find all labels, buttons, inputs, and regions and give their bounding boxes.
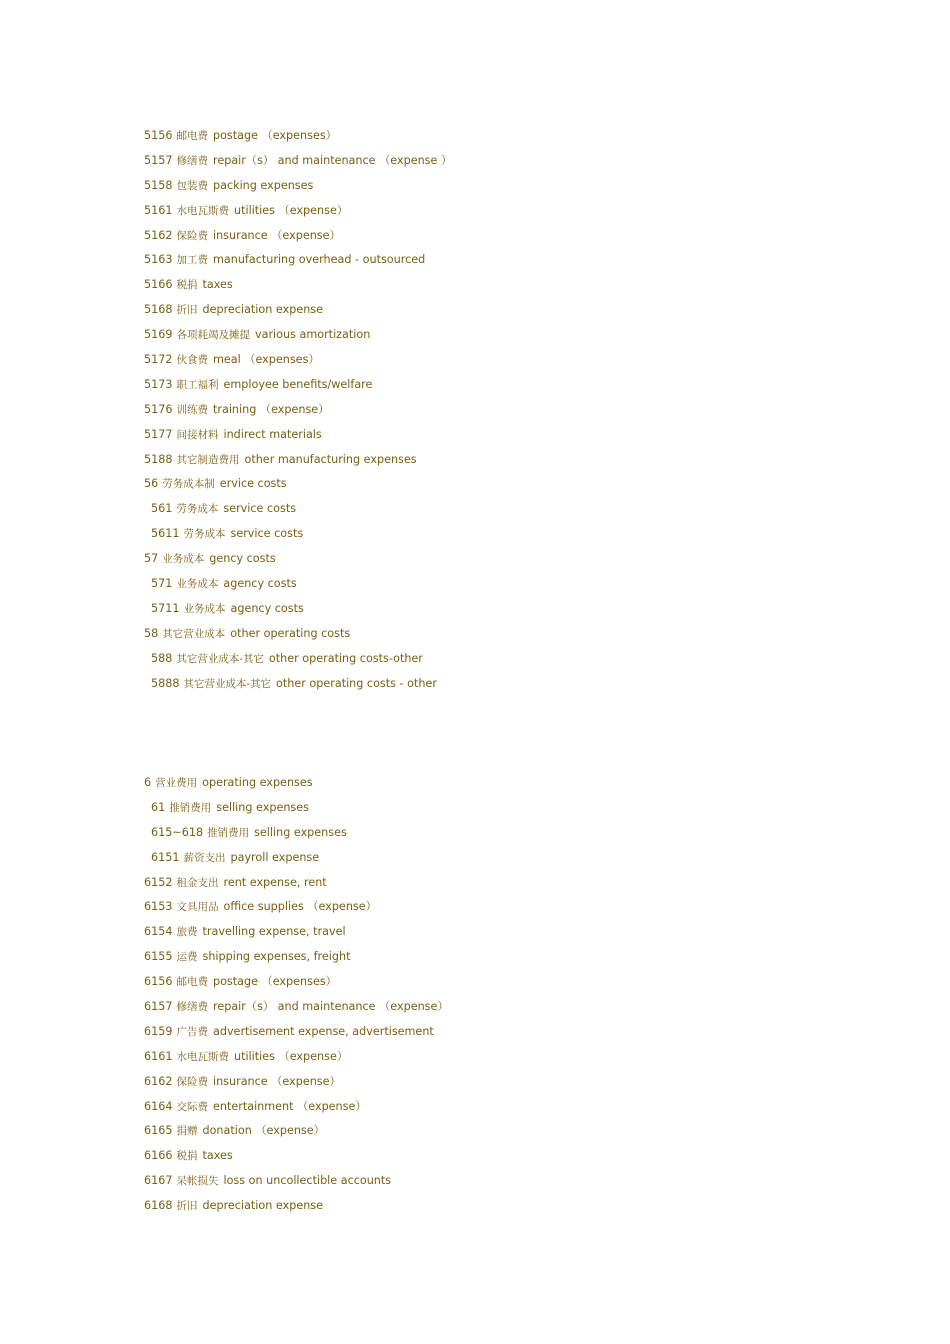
account-name-chinese: 折旧 [176,1200,198,1213]
account-code: 5157 [144,153,173,167]
account-code: 6167 [144,1174,173,1188]
account-name-chinese: 训练费 [176,403,208,416]
account-code: 615~618 [151,825,204,839]
account-line [144,771,844,796]
account-name-chinese: 旅费 [176,926,198,939]
account-name-english: shipping expenses, freight [202,950,351,964]
account-name-chinese: 其它营业成本-其它 [176,652,264,665]
account-name-chinese: 加工费 [176,254,208,267]
account-code: 5168 [144,303,173,317]
account-name-english: taxes [202,278,233,292]
account-name-chinese: 税捐 [176,279,198,292]
account-name-english: agency costs [223,577,297,591]
account-code: 6154 [144,925,173,939]
account-name-english: other operating costs [230,626,351,640]
account-name-english: other operating costs - other [276,676,437,690]
account-line [144,149,844,174]
account-code: 5173 [144,377,173,391]
account-name-chinese: 推销费用 [207,826,250,839]
account-name-english: office supplies （expense） [223,900,377,914]
account-line [144,547,844,572]
account-code: 6156 [144,975,173,989]
account-line [144,323,844,348]
account-name-chinese: 税捐 [176,1150,198,1163]
account-name-chinese: 包装费 [176,179,208,192]
account-name-english: insurance （expense） [212,1074,341,1088]
account-name-chinese: 伙食费 [176,354,208,367]
account-code: 6151 [151,850,180,864]
account-code: 6153 [144,900,173,914]
account-name-english: depreciation expense [202,303,324,317]
account-code: 5888 [151,676,180,690]
account-name-chinese: 修缮费 [176,1001,208,1014]
account-name-english: taxes [202,1149,233,1163]
account-name-chinese: 劳务成本制 [162,478,215,491]
account-name-chinese: 各项耗竭及摊提 [176,329,250,342]
account-line [144,1045,844,1070]
account-code: 5166 [144,278,173,292]
account-code: 58 [144,626,159,640]
account-line [144,920,844,945]
account-line [144,995,844,1020]
account-list-section-2 [144,771,844,1219]
account-name-chinese: 广告费 [176,1025,208,1038]
account-line [144,423,844,448]
account-line [144,647,844,672]
account-name-english: various amortization [254,328,371,342]
account-name-chinese: 文具用品 [176,901,219,914]
account-name-english: insurance （expense） [212,228,341,242]
account-line [144,895,844,920]
account-code: 56 [144,477,159,491]
account-name-english: repair（s） and maintenance （expense） [212,1000,449,1014]
account-name-english: other operating costs-other [268,651,423,665]
account-name-english: service costs [230,527,304,541]
account-code: 6164 [144,1099,173,1113]
account-line [144,871,844,896]
account-line [144,298,844,323]
account-line [144,497,844,522]
account-name-english: ervice costs [219,477,287,491]
account-code: 6168 [144,1199,173,1213]
account-name-english: depreciation expense [202,1199,324,1213]
account-name-chinese: 水电瓦斯费 [176,204,229,217]
account-name-english: service costs [223,502,297,516]
account-name-english: employee benefits/welfare [223,377,373,391]
account-name-english: repair（s） and maintenance （expense ） [212,153,453,167]
account-line [144,522,844,547]
account-code: 6 [144,776,152,789]
account-line [144,199,844,224]
account-name-english: advertisement expense, advertisement [212,1024,434,1038]
account-name-chinese: 其它营业成本 [162,627,226,640]
account-code: 6152 [144,875,173,889]
account-name-chinese: 薪资支出 [183,851,226,864]
account-line [144,945,844,970]
account-code: 6166 [144,1149,173,1163]
account-line [144,821,844,846]
account-line [144,448,844,473]
account-name-english: manufacturing overhead - outsourced [212,253,426,267]
account-name-english: postage （expenses） [212,975,337,989]
account-list-section-1 [144,124,844,696]
account-line [144,1070,844,1095]
account-code: 6159 [144,1024,173,1038]
account-name-chinese: 其它制造费用 [176,453,240,466]
account-name-chinese: 间接材料 [176,428,219,441]
account-line [144,174,844,199]
account-name-chinese: 业务成本 [183,602,226,615]
account-code: 5156 [144,129,173,142]
account-name-chinese: 保险费 [176,1075,208,1088]
account-name-english: donation （expense） [202,1124,325,1138]
account-name-chinese: 推销费用 [169,801,212,814]
account-line [144,273,844,298]
account-code: 5163 [144,253,173,267]
account-name-english: rent expense, rent [223,875,327,889]
account-line [144,846,844,871]
account-name-english: utilities （expense） [233,203,349,217]
account-code: 561 [151,502,173,516]
account-line [144,796,844,821]
account-code: 5611 [151,527,180,541]
account-name-english: selling expenses [254,825,347,839]
account-line [144,124,844,149]
account-code: 57 [144,552,159,566]
account-name-chinese: 呆帐损失 [176,1175,219,1188]
account-name-chinese: 运费 [176,951,198,964]
account-name-chinese: 捐赠 [176,1125,198,1138]
account-name-chinese: 劳务成本 [183,528,226,541]
account-name-english: meal （expenses） [212,353,320,367]
account-name-chinese: 职工福利 [176,378,219,391]
account-line [144,224,844,249]
account-line [144,348,844,373]
account-name-chinese: 租金支出 [176,876,219,889]
account-code: 5176 [144,402,173,416]
account-name-english: payroll expense [230,850,320,864]
account-line [144,373,844,398]
account-name-english: agency costs [230,601,304,615]
account-name-english: operating expenses [202,776,313,789]
account-line [144,970,844,995]
account-code: 5711 [151,601,180,615]
account-code: 6165 [144,1124,173,1138]
account-line [144,1119,844,1144]
account-name-english: selling expenses [216,800,309,814]
account-name-english: entertainment （expense） [212,1099,367,1113]
account-name-english: travelling expense, travel [202,925,346,939]
account-code: 5188 [144,452,173,466]
account-line [144,398,844,423]
account-line [144,572,844,597]
account-line [144,1020,844,1045]
account-code: 5162 [144,228,173,242]
account-line [144,1144,844,1169]
account-name-chinese: 折旧 [176,304,198,317]
account-code: 588 [151,651,173,665]
account-name-chinese: 邮电费 [176,976,208,989]
account-name-english: training （expense） [212,402,330,416]
account-code: 6161 [144,1049,173,1063]
account-line [144,472,844,497]
account-code: 571 [151,577,173,591]
account-code: 6157 [144,1000,173,1014]
account-code: 5177 [144,427,173,441]
account-code: 61 [151,800,166,814]
account-name-chinese: 劳务成本 [176,503,219,516]
account-code: 5172 [144,353,173,367]
account-name-chinese: 水电瓦斯费 [176,1050,229,1063]
account-name-chinese: 邮电费 [176,130,208,142]
account-name-chinese: 其它营业成本-其它 [183,677,272,690]
account-code: 6155 [144,950,173,964]
account-name-chinese: 保险费 [176,229,208,242]
account-code: 5158 [144,178,173,192]
account-name-chinese: 业务成本 [162,553,205,566]
account-name-english: gency costs [209,552,276,566]
account-line [144,622,844,647]
account-name-chinese: 修缮费 [176,154,208,167]
account-name-english: loss on uncollectible accounts [223,1174,392,1188]
account-code: 6162 [144,1074,173,1088]
account-code: 5161 [144,203,173,217]
account-name-english: utilities （expense） [233,1049,349,1063]
account-line [144,1194,844,1219]
account-code: 5169 [144,328,173,342]
account-name-chinese: 业务成本 [176,578,219,591]
account-name-english: packing expenses [212,178,314,192]
account-name-english: other manufacturing expenses [244,452,417,466]
account-line [144,597,844,622]
account-line [144,248,844,273]
account-line [144,672,844,697]
account-line [144,1095,844,1120]
account-name-chinese: 营业费用 [155,777,198,789]
account-name-chinese: 交际费 [176,1100,208,1113]
account-name-english: indirect materials [223,427,322,441]
account-line [144,1169,844,1194]
account-name-english: postage （expenses） [212,129,337,142]
